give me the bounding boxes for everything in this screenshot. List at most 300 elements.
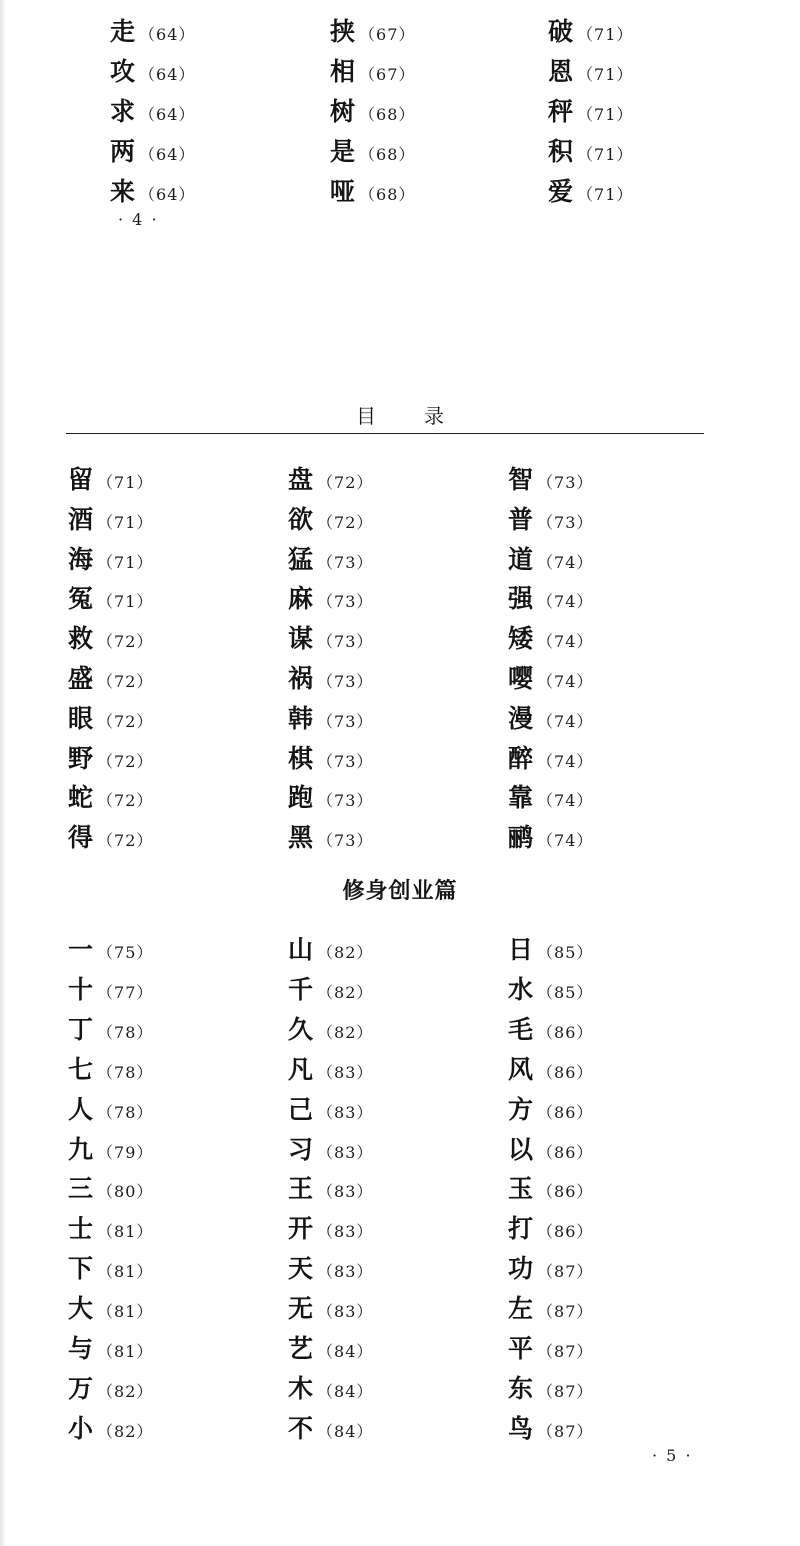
entry-page-number: 86 <box>554 1102 577 1122</box>
entry-page-number: 82 <box>334 943 357 962</box>
entry-page-number: 86 <box>554 1142 577 1162</box>
entry-character: 毛 <box>508 1014 534 1044</box>
page-number-5: · 5 · <box>652 1446 693 1465</box>
entry-page-number: 72 <box>334 512 357 532</box>
entry-page-ref: （64） <box>139 65 196 84</box>
entry-page-ref: （83） <box>317 1062 374 1082</box>
entry-page-ref: （71） <box>97 592 154 612</box>
entry-page-number: 86 <box>554 1182 577 1202</box>
entry-character: 冤 <box>68 584 94 614</box>
entry-page-ref: （83） <box>317 1182 374 1202</box>
entry-character: 鸟 <box>508 1413 534 1443</box>
entry-page-ref: （64） <box>139 105 196 124</box>
entry-page-ref: （72） <box>97 711 154 731</box>
entry-page-number: 73 <box>334 552 357 572</box>
entry-character: 是 <box>330 137 356 166</box>
index-entry <box>68 659 153 695</box>
entry-page-ref: （73） <box>537 512 594 532</box>
index-entry <box>508 460 593 496</box>
entry-character: 日 <box>508 935 534 964</box>
index-entry <box>68 460 153 496</box>
entry-page-ref: （78） <box>97 1102 154 1122</box>
entry-page-number: 72 <box>114 751 137 771</box>
entry-character: 平 <box>508 1334 534 1363</box>
entry-page-ref: （86） <box>537 1102 594 1122</box>
entry-character: 来 <box>110 177 136 206</box>
entry-character: 千 <box>288 974 314 1004</box>
entry-character: 开 <box>288 1214 314 1244</box>
index-entry <box>288 818 373 854</box>
entry-page-ref: （81） <box>97 1302 154 1322</box>
entry-page-ref: （73） <box>317 711 374 731</box>
entry-page-number: 84 <box>334 1381 357 1401</box>
index-entry <box>288 540 373 576</box>
entry-page-number: 83 <box>334 1302 357 1322</box>
index-entry <box>68 1169 153 1205</box>
index-entry <box>508 1209 593 1245</box>
index-entry <box>68 1209 153 1245</box>
entry-page-number: 86 <box>554 1022 577 1042</box>
entry-page-ref: （73） <box>317 632 374 652</box>
entry-character: 留 <box>68 465 94 494</box>
entry-character: 走 <box>110 17 136 46</box>
index-entry <box>288 1409 373 1445</box>
entry-page-number: 73 <box>334 751 357 771</box>
entry-character: 木 <box>288 1373 314 1403</box>
index-entry <box>508 1130 593 1166</box>
index-entry <box>548 52 633 88</box>
index-entry <box>288 739 373 775</box>
entry-character: 山 <box>288 935 314 964</box>
entry-character: 树 <box>330 97 356 126</box>
entry-character: 不 <box>288 1413 314 1443</box>
entry-page-ref: （84） <box>317 1381 374 1401</box>
entry-character: 王 <box>288 1174 314 1204</box>
index-entry <box>68 500 153 536</box>
entry-page-number: 68 <box>376 105 399 124</box>
entry-character: 三 <box>68 1174 94 1204</box>
entry-page-number: 74 <box>554 632 577 652</box>
entry-character: 东 <box>508 1373 534 1403</box>
index-entry <box>288 778 373 814</box>
index-entry <box>548 132 633 168</box>
entry-page-ref: （74） <box>537 711 594 731</box>
index-entry <box>508 1369 593 1405</box>
index-entry <box>548 172 633 208</box>
entry-page-ref: （64） <box>139 25 196 44</box>
index-entry <box>508 619 593 655</box>
index-entry <box>330 172 415 208</box>
index-entry <box>68 1050 153 1086</box>
entry-character: 韩 <box>288 703 314 733</box>
index-entry <box>508 1329 593 1365</box>
index-entry <box>68 1369 153 1405</box>
index-entry <box>288 619 373 655</box>
entry-character: 谋 <box>288 624 314 654</box>
entry-page-number: 67 <box>376 25 399 44</box>
entry-page-ref: （74） <box>537 831 594 851</box>
entry-page-ref: （72） <box>97 672 154 691</box>
entry-character: 小 <box>68 1413 94 1443</box>
entry-page-ref: （74） <box>537 632 594 652</box>
index-entry <box>68 579 153 615</box>
entry-page-ref: （67） <box>359 25 416 44</box>
entry-page-ref: （86） <box>537 1062 594 1082</box>
index-entry <box>330 92 415 128</box>
index-entry <box>288 1050 373 1086</box>
entry-page-ref: （74） <box>537 672 594 691</box>
entry-page-ref: （72） <box>97 791 154 811</box>
entry-page-ref: （82） <box>317 943 374 962</box>
entry-page-number: 71 <box>594 105 617 124</box>
entry-character: 强 <box>508 584 534 614</box>
entry-page-number: 71 <box>594 185 617 204</box>
entry-character: 破 <box>548 17 574 46</box>
index-entry <box>508 699 593 735</box>
header-divider <box>66 433 704 434</box>
index-entry <box>508 930 593 966</box>
index-entry <box>508 818 593 854</box>
entry-character: 嘤 <box>508 664 534 693</box>
entry-character: 靠 <box>508 783 534 813</box>
entry-character: 功 <box>508 1254 534 1284</box>
entry-page-number: 81 <box>114 1262 137 1282</box>
entry-page-ref: （83） <box>317 1302 374 1322</box>
entry-character: 黑 <box>288 823 314 853</box>
entry-page-number: 86 <box>554 1062 577 1082</box>
entry-page-ref: （68） <box>359 145 416 164</box>
entry-character: 秤 <box>548 97 574 126</box>
entry-character: 一 <box>68 935 94 964</box>
entry-page-number: 72 <box>114 831 137 851</box>
entry-character: 醉 <box>508 743 534 773</box>
entry-page-number: 74 <box>554 552 577 572</box>
entry-page-ref: （71） <box>577 65 634 84</box>
entry-page-number: 78 <box>114 1062 137 1082</box>
entry-page-number: 71 <box>594 145 617 164</box>
entry-page-number: 72 <box>114 672 137 691</box>
entry-page-ref: （85） <box>537 943 594 962</box>
entry-page-ref: （74） <box>537 592 594 612</box>
entry-page-ref: （73） <box>317 672 374 691</box>
entry-page-ref: （72） <box>317 473 374 492</box>
entry-page-number: 82 <box>334 1022 357 1042</box>
entry-page-ref: （72） <box>317 512 374 532</box>
entry-character: 玉 <box>508 1174 534 1204</box>
entry-page-number: 79 <box>114 1142 137 1162</box>
entry-page-ref: （78） <box>97 1062 154 1082</box>
entry-page-ref: （72） <box>97 831 154 851</box>
entry-character: 左 <box>508 1294 534 1324</box>
entry-page-number: 87 <box>554 1381 577 1401</box>
index-entry <box>68 1130 153 1166</box>
entry-character: 鹂 <box>508 823 534 853</box>
entry-page-number: 85 <box>554 982 577 1002</box>
entry-page-ref: （74） <box>537 552 594 572</box>
entry-character: 恩 <box>548 57 574 86</box>
entry-character: 下 <box>68 1254 94 1284</box>
entry-character: 凡 <box>288 1054 314 1084</box>
index-entry <box>110 12 195 48</box>
entry-page-number: 68 <box>376 185 399 204</box>
entry-character: 跑 <box>288 783 314 813</box>
entry-page-number: 73 <box>334 632 357 652</box>
entry-character: 以 <box>508 1134 534 1164</box>
entry-page-ref: （86） <box>537 1182 594 1202</box>
entry-character: 野 <box>68 743 94 773</box>
entry-character: 得 <box>68 823 94 853</box>
entry-page-ref: （82） <box>317 982 374 1002</box>
entry-character: 矮 <box>508 624 534 654</box>
entry-page-number: 84 <box>334 1342 357 1361</box>
entry-page-ref: （87） <box>537 1262 594 1282</box>
entry-page-ref: （73） <box>317 831 374 851</box>
entry-page-ref: （81） <box>97 1342 154 1361</box>
entry-page-number: 73 <box>334 672 357 691</box>
index-entry <box>508 778 593 814</box>
entry-page-ref: （73） <box>317 552 374 572</box>
entry-character: 盘 <box>288 465 314 494</box>
entry-page-number: 73 <box>554 512 577 532</box>
index-entry <box>68 540 153 576</box>
entry-character: 救 <box>68 624 94 654</box>
entry-page-ref: （82） <box>97 1381 154 1401</box>
entry-character: 积 <box>548 137 574 166</box>
entry-page-number: 74 <box>554 831 577 851</box>
entry-page-number: 77 <box>114 982 137 1002</box>
index-entry <box>288 1289 373 1325</box>
entry-page-ref: （71） <box>97 512 154 532</box>
entry-character: 天 <box>288 1254 314 1284</box>
entry-page-ref: （74） <box>537 751 594 771</box>
entry-character: 大 <box>68 1294 94 1324</box>
entry-character: 道 <box>508 544 534 574</box>
entry-page-number: 71 <box>594 25 617 44</box>
entry-page-number: 64 <box>156 145 179 164</box>
entry-page-ref: （68） <box>359 105 416 124</box>
entry-page-ref: （71） <box>577 145 634 164</box>
entry-page-ref: （82） <box>317 1022 374 1042</box>
entry-page-ref: （79） <box>97 1142 154 1162</box>
entry-page-number: 73 <box>554 473 577 492</box>
entry-page-number: 82 <box>114 1421 137 1441</box>
entry-page-number: 64 <box>156 65 179 84</box>
entry-page-number: 72 <box>334 473 357 492</box>
entry-character: 习 <box>288 1134 314 1164</box>
entry-page-number: 83 <box>334 1182 357 1202</box>
entry-character: 风 <box>508 1054 534 1084</box>
entry-page-ref: （83） <box>317 1222 374 1242</box>
entry-page-ref: （78） <box>97 1022 154 1042</box>
entry-page-ref: （73） <box>317 592 374 612</box>
entry-character: 己 <box>288 1094 314 1124</box>
entry-page-number: 83 <box>334 1062 357 1082</box>
entry-page-ref: （67） <box>359 65 416 84</box>
entry-page-number: 71 <box>114 473 137 492</box>
entry-character: 挟 <box>330 17 356 46</box>
entry-character: 欲 <box>288 504 314 534</box>
entry-character: 棋 <box>288 743 314 773</box>
index-entry <box>68 1409 153 1445</box>
entry-page-number: 73 <box>334 711 357 731</box>
index-entry <box>330 132 415 168</box>
entry-character: 攻 <box>110 57 136 86</box>
index-entry <box>508 500 593 536</box>
entry-character: 求 <box>110 97 136 126</box>
entry-page-ref: （84） <box>317 1421 374 1441</box>
entry-page-number: 84 <box>334 1421 357 1441</box>
entry-character: 海 <box>68 544 94 574</box>
entry-page-ref: （74） <box>537 791 594 811</box>
index-entry <box>508 540 593 576</box>
entry-page-number: 86 <box>554 1222 577 1242</box>
entry-page-number: 78 <box>114 1102 137 1122</box>
entry-page-ref: （86） <box>537 1142 594 1162</box>
entry-character: 普 <box>508 504 534 534</box>
index-entry <box>288 699 373 735</box>
index-entry <box>68 970 153 1006</box>
entry-page-ref: （87） <box>537 1421 594 1441</box>
index-entry <box>68 930 153 966</box>
index-entry <box>68 1090 153 1126</box>
entry-page-ref: （86） <box>537 1222 594 1242</box>
entry-page-ref: （72） <box>97 632 154 652</box>
entry-page-number: 72 <box>114 632 137 652</box>
entry-page-number: 74 <box>554 711 577 731</box>
entry-page-number: 83 <box>334 1262 357 1282</box>
entry-character: 爱 <box>548 177 574 206</box>
entry-page-ref: （85） <box>537 982 594 1002</box>
entry-page-ref: （71） <box>97 552 154 572</box>
entry-page-number: 73 <box>334 592 357 612</box>
entry-page-number: 87 <box>554 1262 577 1282</box>
index-entry <box>508 579 593 615</box>
index-entry <box>508 1010 593 1046</box>
index-entry <box>330 52 415 88</box>
index-entry <box>508 1289 593 1325</box>
entry-character: 哑 <box>330 177 356 206</box>
entry-page-ref: （71） <box>577 105 634 124</box>
entry-character: 麻 <box>288 584 314 614</box>
entry-page-number: 83 <box>334 1142 357 1162</box>
index-entry <box>68 1249 153 1285</box>
index-entry <box>508 1169 593 1205</box>
index-entry <box>110 92 195 128</box>
index-entry <box>288 1169 373 1205</box>
index-entry <box>288 659 373 695</box>
entry-page-ref: （83） <box>317 1102 374 1122</box>
entry-character: 方 <box>508 1094 534 1124</box>
index-entry <box>508 1249 593 1285</box>
entry-character: 酒 <box>68 504 94 534</box>
index-entry <box>548 92 633 128</box>
entry-page-number: 73 <box>334 791 357 811</box>
entry-page-ref: （86） <box>537 1022 594 1042</box>
entry-character: 猛 <box>288 544 314 574</box>
entry-page-number: 74 <box>554 672 577 691</box>
entry-page-ref: （64） <box>139 145 196 164</box>
entry-page-number: 82 <box>114 1381 137 1401</box>
index-entry <box>288 1209 373 1245</box>
index-entry <box>288 930 373 966</box>
entry-page-number: 74 <box>554 791 577 811</box>
index-entry <box>508 659 593 695</box>
entry-page-number: 64 <box>156 105 179 124</box>
index-entry <box>68 739 153 775</box>
index-entry <box>288 1329 373 1365</box>
entry-page-ref: （83） <box>317 1142 374 1162</box>
index-entry <box>288 1369 373 1405</box>
entry-character: 人 <box>68 1094 94 1124</box>
entry-character: 十 <box>68 974 94 1004</box>
entry-page-ref: （77） <box>97 982 154 1002</box>
entry-page-ref: （87） <box>537 1302 594 1322</box>
section-title: 修身创业篇 <box>342 879 458 904</box>
entry-page-number: 72 <box>114 711 137 731</box>
index-entry <box>330 12 415 48</box>
index-entry <box>508 1409 593 1445</box>
entry-page-ref: （83） <box>317 1262 374 1282</box>
index-entry <box>110 132 195 168</box>
entry-character: 艺 <box>288 1334 314 1363</box>
page-edge-shadow <box>0 0 6 1546</box>
entry-page-number: 67 <box>376 65 399 84</box>
entry-character: 蛇 <box>68 783 94 813</box>
entry-character: 祸 <box>288 664 314 693</box>
index-entry <box>68 619 153 655</box>
entry-page-number: 72 <box>114 791 137 811</box>
index-entry <box>508 1090 593 1126</box>
entry-character: 七 <box>68 1054 94 1084</box>
index-entry <box>508 1050 593 1086</box>
entry-page-number: 83 <box>334 1102 357 1122</box>
index-entry <box>288 970 373 1006</box>
index-entry <box>288 579 373 615</box>
entry-page-number: 81 <box>114 1302 137 1322</box>
entry-page-ref: （82） <box>97 1421 154 1441</box>
entry-page-ref: （71） <box>577 185 634 204</box>
index-entry <box>288 500 373 536</box>
entry-character: 无 <box>288 1294 314 1324</box>
entry-character: 打 <box>508 1214 534 1244</box>
entry-character: 久 <box>288 1014 314 1044</box>
page-number-4: · 4 · <box>118 210 159 229</box>
entry-page-ref: （64） <box>139 185 196 204</box>
entry-page-ref: （68） <box>359 185 416 204</box>
entry-character: 与 <box>68 1334 94 1363</box>
entry-page-number: 82 <box>334 982 357 1002</box>
entry-page-ref: （87） <box>537 1381 594 1401</box>
entry-page-number: 71 <box>114 512 137 532</box>
entry-page-number: 83 <box>334 1222 357 1242</box>
entry-character: 眼 <box>68 703 94 733</box>
index-entry <box>548 12 633 48</box>
entry-page-ref: （73） <box>317 791 374 811</box>
entry-page-ref: （73） <box>537 473 594 492</box>
entry-page-ref: （81） <box>97 1262 154 1282</box>
index-entry <box>68 1010 153 1046</box>
index-entry <box>68 1329 153 1365</box>
entry-character: 万 <box>68 1373 94 1403</box>
index-entry <box>508 739 593 775</box>
entry-character: 丁 <box>68 1014 94 1044</box>
entry-page-number: 78 <box>114 1022 137 1042</box>
entry-page-ref: （81） <box>97 1222 154 1242</box>
index-entry <box>508 970 593 1006</box>
index-entry <box>288 1090 373 1126</box>
index-entry <box>68 778 153 814</box>
entry-page-number: 74 <box>554 592 577 612</box>
